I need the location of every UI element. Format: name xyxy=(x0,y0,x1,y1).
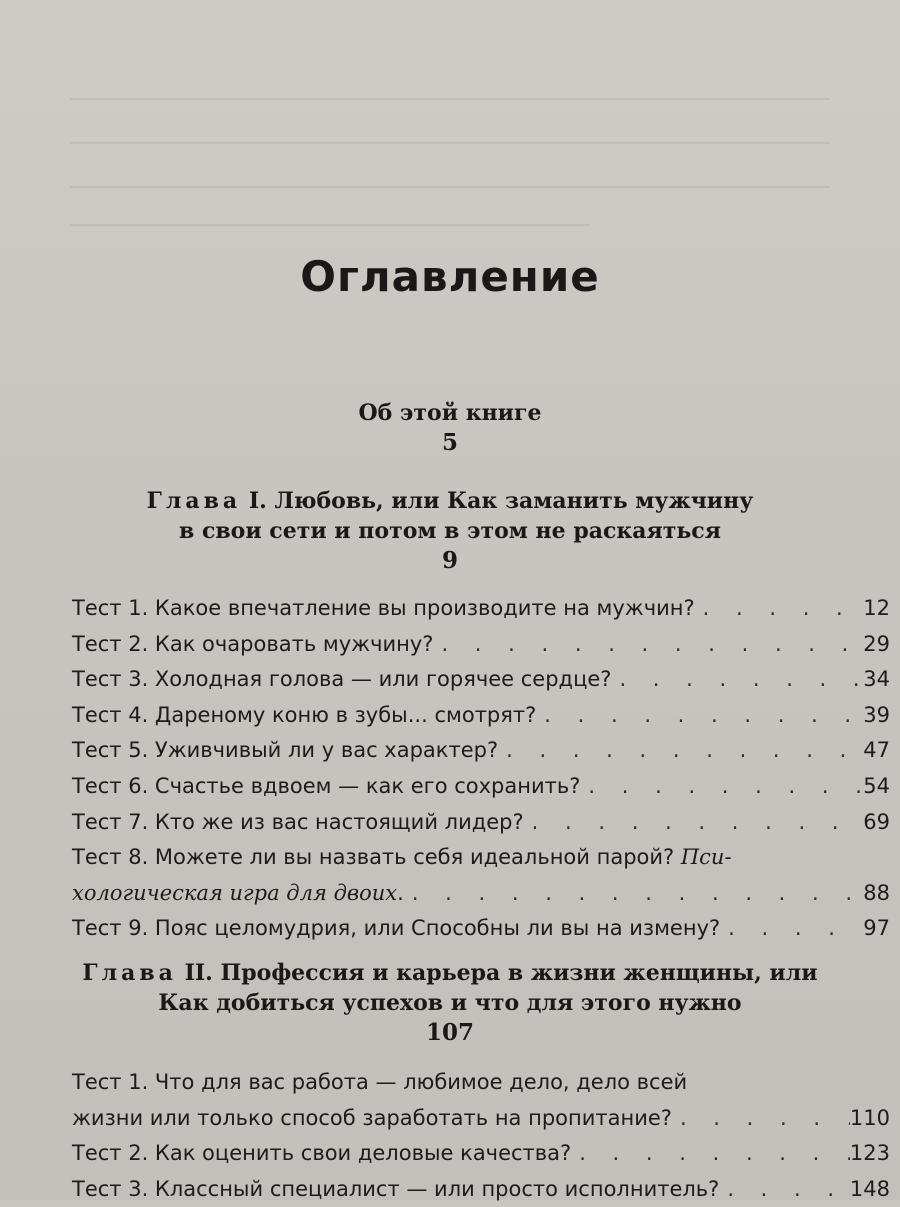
toc-entry xyxy=(72,840,890,911)
toc-entry-page: 34 xyxy=(863,667,890,692)
leader-dots xyxy=(524,805,860,841)
toc-entry-line1 xyxy=(72,840,890,876)
chapter-1-heading xyxy=(0,486,900,576)
toc-entry-label: Тест 2. Как очаровать мужчину? xyxy=(72,631,434,656)
leader-dots xyxy=(720,911,860,947)
toc-entry-label: Тест 2. Как оценить свои деловые качества? xyxy=(72,1141,572,1166)
leader-dots xyxy=(580,769,860,805)
chapter-2-toc xyxy=(72,1065,890,1207)
toc-entry-label: Тест 3. Классный специалист — или просто исполнитель? xyxy=(72,1176,720,1201)
toc-entry-page: 54 xyxy=(863,773,890,798)
toc-entry-label: . xyxy=(397,880,404,905)
leader-dots xyxy=(611,662,860,698)
toc-entry-page: 47 xyxy=(863,738,890,763)
chapter-2-page-number: 107 xyxy=(425,1019,474,1046)
toc-entry-label: Тест 1. Какое впечатление вы производите на мужчин? xyxy=(72,596,695,620)
toc-entry-label-italic: Пси- xyxy=(680,845,732,870)
toc-entry-label: жизни или только способ заработать на пропитание? xyxy=(72,1105,672,1130)
toc-entry xyxy=(72,1172,890,1207)
toc-entry-page: 97 xyxy=(863,916,890,941)
toc-entry xyxy=(72,1065,890,1136)
toc-entry-label-italic: хологическая игра для двоих xyxy=(72,880,398,905)
chapter-1-toc xyxy=(72,591,890,947)
chapter-2-title-line1: Профессия и карьера в жизни женщины, или xyxy=(220,960,818,986)
chapter-1-title-line2: в свои сети и потом в этом не раскаяться xyxy=(179,518,721,544)
leader-dots xyxy=(672,1101,850,1137)
bleed-through-line xyxy=(70,174,830,188)
toc-entry-label: Тест 4. Дареному коню в зубы... смотрят? xyxy=(72,702,537,727)
toc-entry-label: Тест 5. Уживчивый ли у вас характер? xyxy=(72,738,499,763)
toc-entry xyxy=(72,805,890,841)
toc-entry-page: 110 xyxy=(849,1105,890,1130)
toc-entry-label: Тест 9. Пояс целомудрия, или Способны ли вы на измену? xyxy=(72,916,721,941)
toc-entry xyxy=(72,698,890,734)
bleed-through-line xyxy=(70,86,830,100)
toc-entry-page: 123 xyxy=(849,1141,890,1166)
about-heading xyxy=(0,398,900,458)
leader-dots xyxy=(571,1136,850,1172)
toc-entry-page: 12 xyxy=(863,596,890,620)
chapter-1-title-line1: Любовь, или Как заманить мужчину xyxy=(274,488,754,514)
chapter-1-page-number: 9 xyxy=(441,547,458,574)
bleed-through-line xyxy=(70,212,590,226)
toc-entry xyxy=(72,591,890,627)
toc-entry-page: 39 xyxy=(863,702,890,727)
toc-entry-label: Тест 6. Счастье вдвоем — как его сохранить? xyxy=(72,773,581,798)
toc-entry xyxy=(72,911,890,947)
chapter-2-word: Глава xyxy=(82,960,177,986)
toc-entry-label: Тест 3. Холодная голова — или горячее сердце? xyxy=(72,667,612,692)
leader-dots xyxy=(719,1172,850,1207)
bleed-through-line xyxy=(70,130,830,144)
chapter-2-heading xyxy=(0,958,900,1048)
toc-entry-line1: Тест 1. Что для вас работа — любимое дело, дело всей xyxy=(72,1070,688,1094)
toc-entry-page: 88 xyxy=(863,880,890,905)
leader-dots xyxy=(695,591,860,627)
toc-entry-page: 69 xyxy=(863,809,890,834)
page-title: Оглавление xyxy=(300,252,600,301)
toc-entry-line2 xyxy=(72,1101,890,1137)
toc-entry-label: Тест 7. Кто же из вас настоящий лидер? xyxy=(72,809,524,834)
leader-dots xyxy=(433,627,860,663)
toc-entry xyxy=(72,662,890,698)
about-label: Об этой книге xyxy=(358,400,542,426)
toc-entry xyxy=(72,733,890,769)
toc-entry-label: Тест 8. Можете ли вы назвать себя идеальной парой? xyxy=(72,845,675,870)
toc-entry-line2 xyxy=(72,876,890,912)
chapter-1-numeral: I. xyxy=(248,488,267,514)
chapter-2-numeral: II. xyxy=(184,960,213,986)
toc-entry xyxy=(72,769,890,805)
leader-dots xyxy=(536,698,860,734)
leader-dots xyxy=(404,876,860,912)
toc-entry-page: 29 xyxy=(863,631,890,656)
leader-dots xyxy=(498,733,860,769)
toc-entry-page: 148 xyxy=(849,1176,890,1201)
toc-entry xyxy=(72,627,890,663)
chapter-2-title-line2: Как добиться успехов и что для этого нужно xyxy=(158,990,742,1016)
about-page-number: 5 xyxy=(441,429,458,456)
toc-entry xyxy=(72,1136,890,1172)
chapter-1-word: Глава xyxy=(146,488,242,514)
